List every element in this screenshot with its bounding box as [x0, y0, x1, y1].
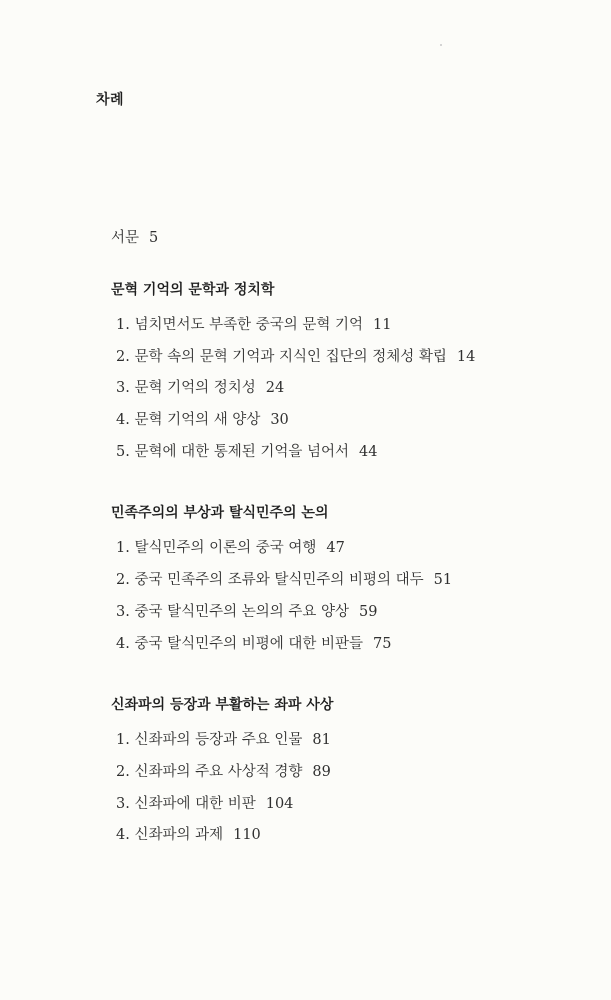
toc-entry — [116, 536, 345, 557]
toc-entry — [116, 408, 289, 429]
entry-page-number: 104 — [265, 796, 294, 812]
entry-page-number: 47 — [326, 540, 345, 556]
toc-entry — [116, 345, 475, 366]
entry-title: 3. 신좌파에 대한 비판 — [116, 796, 256, 812]
toc-entry — [116, 792, 293, 813]
entry-title: 4. 신좌파의 과제 — [116, 827, 224, 843]
page-speck — [440, 44, 442, 46]
entry-title: 4. 중국 탈식민주의 비평에 대한 비판들 — [116, 636, 363, 652]
toc-entry — [116, 313, 391, 334]
entry-title: 4. 문혁 기억의 새 양상 — [116, 412, 261, 428]
entry-page-number: 24 — [265, 380, 285, 396]
entry-title: 서문 — [111, 230, 140, 246]
entry-page-number: 75 — [372, 636, 392, 652]
toc-entry-preface — [111, 226, 158, 247]
entry-title: 3. 중국 탈식민주의 논의의 주요 양상 — [116, 604, 349, 620]
entry-page-number: 110 — [233, 827, 261, 843]
toc-entry — [116, 632, 391, 653]
entry-page-number: 5 — [149, 230, 159, 246]
entry-title: 2. 중국 민족주의 조류와 탈식민주의 비평의 대두 — [116, 572, 424, 588]
entry-page-number: 59 — [358, 604, 378, 620]
part-heading-3: 신좌파의 등장과 부활하는 좌파 사상 — [111, 697, 334, 713]
entry-title: 2. 문학 속의 문혁 기억과 지식인 집단의 정체성 확립 — [116, 349, 447, 365]
entry-title: 1. 신좌파의 등장과 주요 인물 — [116, 732, 303, 748]
entry-title: 3. 문혁 기억의 정치성 — [116, 380, 256, 396]
entry-title: 1. 탈식민주의 이론의 중국 여행 — [116, 540, 317, 556]
entry-title: 5. 문혁에 대한 통제된 기억을 넘어서 — [116, 444, 349, 460]
toc-entry — [116, 600, 377, 621]
toc-title: 차례 — [96, 92, 125, 108]
entry-title: 1. 넘치면서도 부족한 중국의 문혁 기억 — [116, 317, 363, 333]
entry-title: 2. 신좌파의 주요 사상적 경향 — [116, 764, 303, 780]
entry-page-number: 30 — [270, 412, 289, 428]
entry-page-number: 44 — [358, 444, 378, 460]
entry-page-number: 11 — [372, 317, 392, 333]
toc-entry — [116, 728, 331, 749]
entry-page-number: 81 — [312, 732, 331, 748]
entry-page-number: 89 — [312, 764, 331, 780]
toc-entry — [116, 760, 331, 781]
toc-entry — [116, 568, 452, 589]
part-heading-2: 민족주의의 부상과 탈식민주의 논의 — [111, 505, 329, 521]
toc-entry — [116, 376, 284, 397]
part-heading-1: 문혁 기억의 문학과 정치학 — [111, 282, 275, 298]
toc-entry — [116, 823, 261, 844]
entry-page-number: 51 — [433, 572, 453, 588]
toc-entry — [116, 440, 377, 461]
entry-page-number: 14 — [456, 349, 476, 365]
